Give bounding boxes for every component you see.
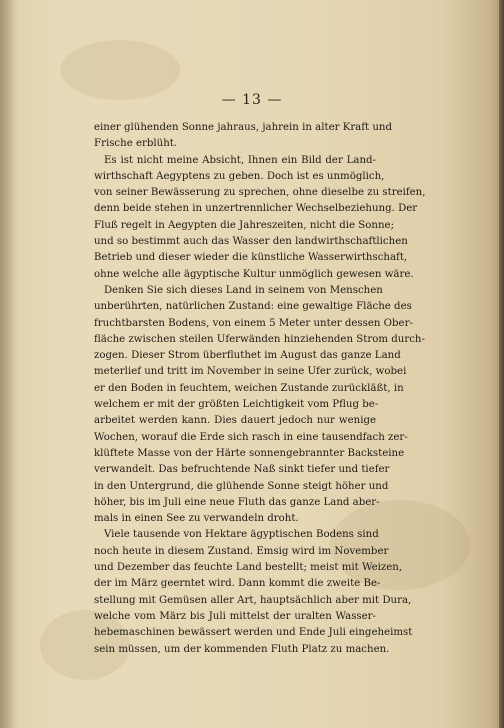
text-line: Wochen, worauf die Erde sich rasch in eine tausendfach zer- [94, 431, 408, 443]
text-line: einer glühenden Sonne jahraus, jahrein in alter Kraft und [94, 122, 393, 133]
text-line: Fluß regelt in Aegypten die Jahreszeiten, nicht die Sonne; [94, 219, 395, 231]
text-line: Viele tausende von Hektare ägyptischen Bodens sind [104, 529, 379, 541]
body-text [94, 120, 426, 658]
text-line: verwandelt. Das befruchtende Naß sinkt tiefer und tiefer [94, 464, 390, 476]
text-line: und so bestimmt auch das Wasser den landwirthschaftlichen [94, 236, 408, 248]
page-number: — 13 — [221, 92, 283, 108]
text-line: unberührten, natürlichen Zustand: eine gewaltige Fläche des [94, 301, 412, 313]
text-line: fläche zwischen steilen Uferwänden hinziehenden Strom durch- [94, 333, 425, 345]
text-line: fruchtbarsten Bodens, von einem 5 Meter unter dessen Ober- [94, 317, 413, 329]
text-line: meterlief und tritt im November in seine Ufer zurück, wobei [94, 366, 407, 378]
text-line: und Dezember das feuchte Land bestellt; meist mit Weizen, [94, 562, 403, 574]
text-line: zogen. Dieser Strom überfluthet im August das ganze Land [94, 350, 401, 362]
text-line: Betrieb und dieser wieder die künstliche Wasserwirthschaft, [94, 252, 408, 264]
text-line: denn beide stehen in unzertrennlicher Wechselbeziehung. Der [94, 203, 418, 215]
text-line: welchem er mit der größten Leichtigkeit vom Pflug be- [94, 399, 379, 411]
text-line: noch heute in diesem Zustand. Emsig wird im November [94, 545, 389, 557]
text-line: der im März geerntet wird. Dann kommt die zweite Be- [94, 578, 381, 590]
text-line: wirthschaft Aegyptens zu geben. Doch ist es unmöglich, [94, 170, 385, 182]
text-line: sein müssen, um der kommenden Fluth Platz zu machen. [94, 643, 390, 655]
text-line: höher, bis im Juli eine neue Fluth das ganze Land aber- [94, 496, 380, 508]
text-line: arbeitet werden kann. Dies dauert jedoch nur wenige [94, 415, 376, 427]
paper-stain [60, 40, 180, 100]
text-line: Es ist nicht meine Absicht, Ihnen ein Bild der Land- [104, 154, 376, 166]
page-edge [499, 0, 504, 728]
text-line: er den Boden in feuchtem, weichen Zustande zurückläßt, in [94, 382, 404, 394]
text-line: Frische erblüht. [94, 138, 178, 150]
text-line: mals in einen See zu verwandeln droht. [94, 513, 299, 525]
text-line: Denken Sie sich dieses Land in seinem von Menschen [104, 284, 383, 296]
text-line: ohne welche alle ägyptische Kultur unmöglich gewesen wäre. [94, 268, 414, 280]
text-line: von seiner Bewässerung zu sprechen, ohne dieselbe zu streifen, [94, 187, 426, 199]
text-line: stellung mit Gemüsen aller Art, hauptsächlich aber mit Dura, [94, 594, 412, 606]
text-line: hebemaschinen bewässert werden und Ende Juli eingeheimst [94, 627, 413, 639]
text-line: welche vom März bis Juli mittelst der uralten Wasser- [94, 610, 376, 622]
text-line: klüftete Masse von der Härte sonnengebrannter Backsteine [94, 447, 405, 459]
text-line: in den Untergrund, die glühende Sonne steigt höher und [94, 480, 389, 492]
